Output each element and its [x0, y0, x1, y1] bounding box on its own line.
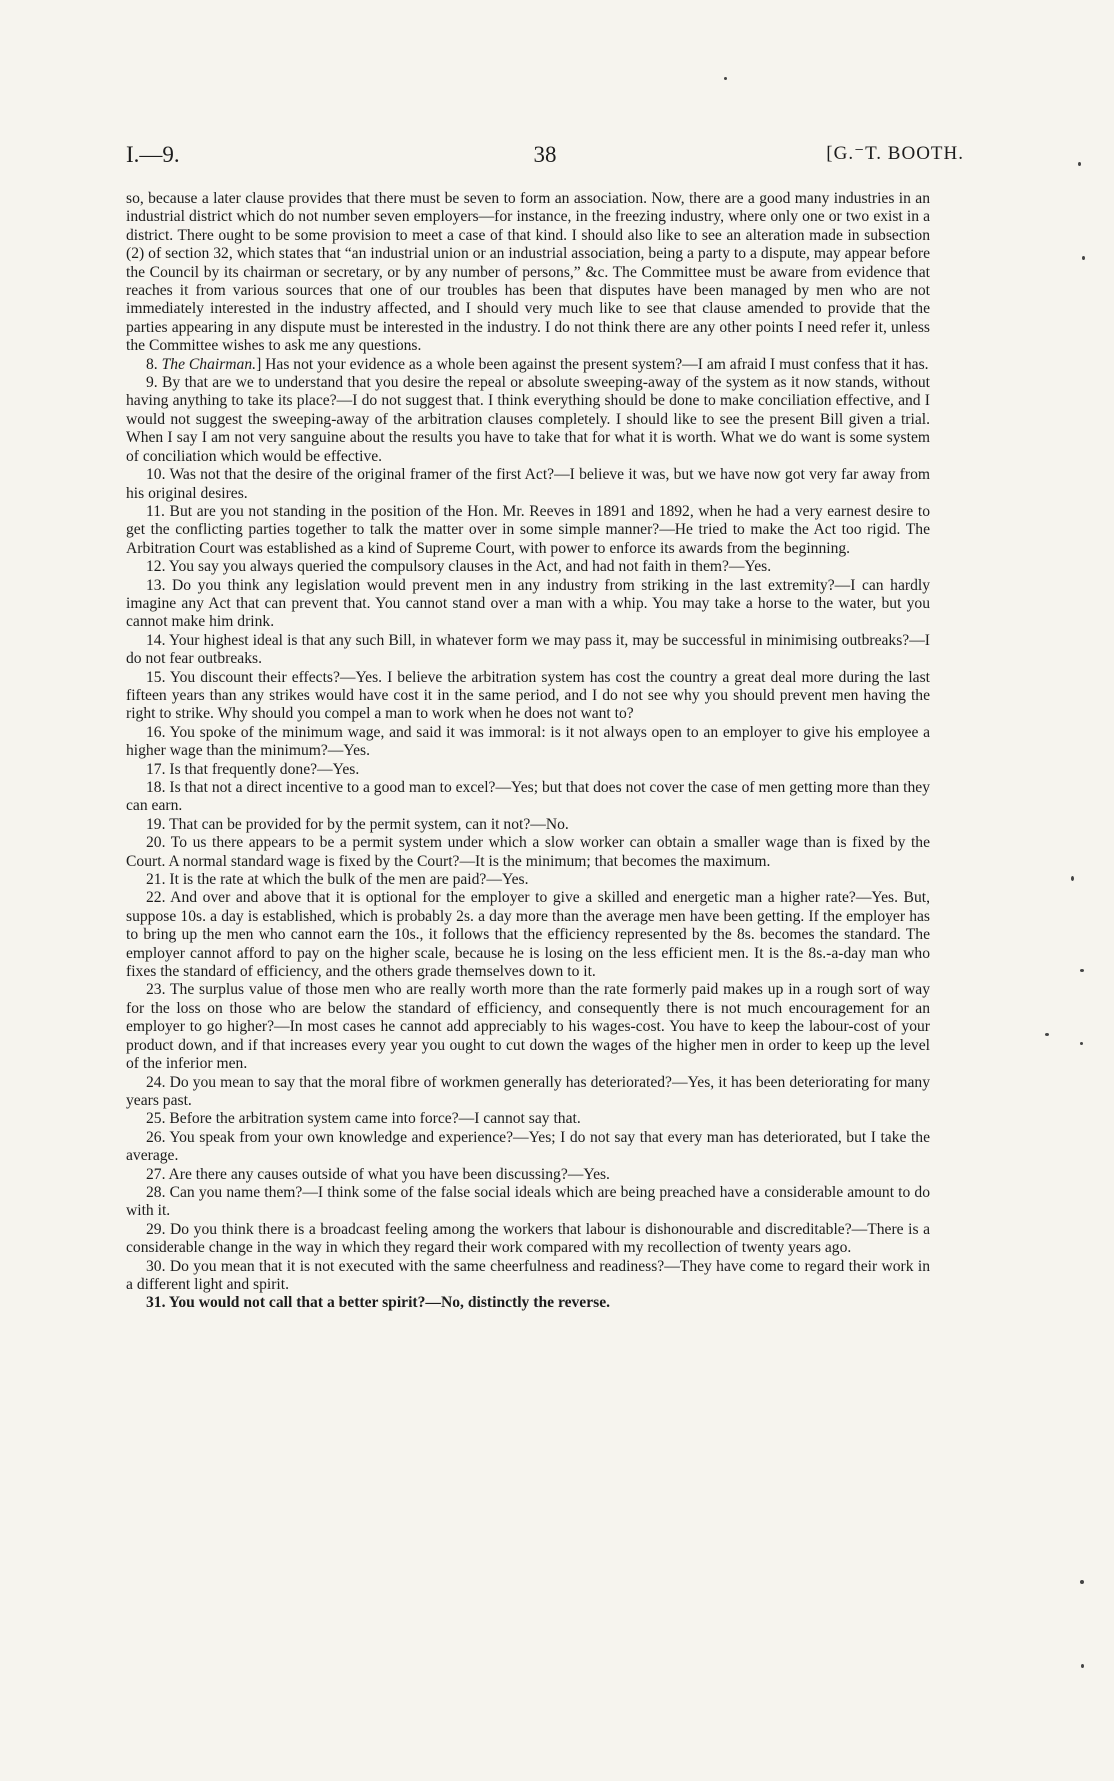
question-24: 24. Do you mean to say that the moral fibre of workmen generally has deteriorated?—Yes, it has been deteriorating for many years past.	[126, 1073, 930, 1109]
question-12: 12. You say you always queried the compulsory clauses in the Act, and had not faith in them?—Yes.	[146, 558, 772, 576]
witness-name: [G.⁻T. BOOTH.	[826, 143, 964, 164]
question-8	[126, 356, 930, 374]
question-22: 22. And over and above that it is optional for the employer to give a skilled and energetic man a higher rate?—Yes. But, suppose 10s. a day is established, which is probably 2s. a day more than the average men have been getting. If the employer has to bring up the men who cannot earn the 10s., it follows that the efficiency represented by the 8s. becomes the standard. The employer cannot afford to pay on the higher scale, because he is losing on the less efficient men. It is the 8s.-a-day man who fixes the standard of efficiency, and the others grade themselves down to it.	[126, 889, 930, 981]
question-30: 30. Do you mean that it is not executed with the same cheerfulness and readiness?—They have come to regard their work in a different light and spirit.	[126, 1257, 930, 1293]
question-29: 29. Do you think there is a broadcast feeling among the workers that labour is dishonourable and discreditable?—There is a considerable change in the way in which they regard their work compared with my recollection of twenty years ago.	[126, 1220, 930, 1257]
question-number: 8.	[146, 355, 158, 373]
scan-speck	[1078, 162, 1081, 166]
scan-speck	[724, 77, 727, 80]
question-text: ] Has not your evidence as a whole been against the present system?—I am afraid I must confess that it has.	[256, 355, 929, 373]
question-16: 16. You spoke of the minimum wage, and said it was immoral: is it not always open to an employer to give his employee a higher wage than the minimum?—Yes.	[126, 723, 930, 760]
paper-reference: I.—9.	[126, 142, 180, 167]
question-13: 13. Do you think any legislation would prevent men in any industry from striking in the last extremity?—I can hardly imagine any Act that can prevent that. You cannot stand over a man with a whip. You may take a horse to the water, but you cannot make him drink.	[126, 576, 930, 631]
question-10: 10. Was not that the desire of the original framer of the first Act?—I believe it was, but we have now got very far away from his original desires.	[126, 466, 930, 502]
question-17: 17. Is that frequently done?—Yes.	[146, 760, 360, 778]
question-21: 21. It is the rate at which the bulk of the men are paid?—Yes.	[146, 871, 529, 889]
page-number: 38	[533, 142, 557, 167]
question-9: 9. By that are we to understand that you desire the repeal or absolute sweeping-away of the system as it now stands, without having anything to take its place?—I do not suggest that. I think everything should be done to make conciliation effective, and I would not suggest the sweeping-away of the arbitration clauses completely. I should like to see the present Bill given a trial. When I say I am not very sanguine about the results you have to take that for what it is worth. What we do want is some system of conciliation which would be effective.	[126, 374, 930, 465]
scan-speck	[1081, 1664, 1084, 1668]
scan-speck	[1080, 1580, 1084, 1584]
question-25: 25. Before the arbitration system came into force?—I cannot say that.	[146, 1110, 581, 1128]
speaker-name: The Chairman.	[161, 355, 257, 373]
question-20: 20. To us there appears to be a permit system under which a slow worker can obtain a smaller wage than is fixed by the Court. A normal standard wage is fixed by the Court?—It is the minimum; that becomes the maximum.	[126, 834, 930, 870]
question-18: 18. Is that not a direct incentive to a good man to excel?—Yes; but that does not cover the case of men getting more than they can earn.	[126, 779, 930, 815]
question-27: 27. Are there any causes outside of what you have been discussing?—Yes.	[146, 1165, 610, 1183]
question-15: 15. You discount their effects?—Yes. I believe the arbitration system has cost the country a great deal more during the last fifteen years than any strikes would have cost it in the same period, and I do not see why you should prevent men having the right to strike. Why should you compel a man to work when he does not want to?	[126, 668, 930, 723]
question-28: 28. Can you name them?—I think some of the false social ideals which are being preached have a considerable amount to do with it.	[126, 1183, 930, 1220]
scan-speck	[1080, 1042, 1083, 1045]
question-14: 14. Your highest ideal is that any such Bill, in whatever form we may pass it, may be successful in minimising outbreaks?—I do not fear outbreaks.	[126, 631, 930, 668]
scan-speck	[1082, 256, 1085, 260]
scan-speck	[1045, 1033, 1049, 1036]
question-31: 31. You would not call that a better spirit?—No, distinctly the reverse.	[146, 1294, 611, 1312]
scan-speck	[1071, 876, 1074, 881]
question-11: 11. But are you not standing in the position of the Hon. Mr. Reeves in 1891 and 1892, when he had a very earnest desire to get the conflicting parties together to talk the matter over in some simple manner?—He tried to make the Act too rigid. The Arbitration Court was established as a kind of Supreme Court, with power to enforce its awards from the beginning.	[126, 502, 930, 557]
scan-speck	[1080, 969, 1084, 972]
page-header	[126, 142, 964, 172]
evidence-text	[126, 190, 930, 1313]
question-23: 23. The surplus value of those men who are really worth more than the rate formerly paid makes up in a rough sort of way for the loss on those who are below the standard of efficiency, and consequently there is not much encouragement for an employer to go higher?—In most cases he cannot add appreciably to his wages-cost. You have to keep the labour-cost of your product down, and if that increases every year you ought to cut down the wages of the higher men in order to keep up the level of the inferior men.	[126, 981, 930, 1073]
question-26: 26. You speak from your own knowledge and experience?—Yes; I do not say that every man has deteriorated, but I take the average.	[126, 1128, 930, 1165]
continuation-paragraph: so, because a later clause provides that there must be seven to form an association. Now, there are a good many industries in an industrial district which do not number seven employers—for instance, in the freezing industry, where only one or two exist in a district. There ought to be some provision to meet a case of that kind. I should also like to see an alteration made in subsection (2) of section 32, which states that “an industrial union or an industrial association, being a party to a dispute, may appear before the Council by its chairman or secretary, or by any number of persons,” &c. The Committee must be aware from evidence that reaches it from various sources that one of our troubles has been that disputes have been managed by men who are not immediately interested in the industry affected, and I should very much like to see that clause amended to provide that the parties appearing in any dispute must be interested in the industry. I do not think there are any other points I need refer it, unless the Committee wishes to ask me any questions.	[126, 190, 930, 355]
question-19: 19. That can be provided for by the permit system, can it not?—No.	[146, 815, 569, 833]
